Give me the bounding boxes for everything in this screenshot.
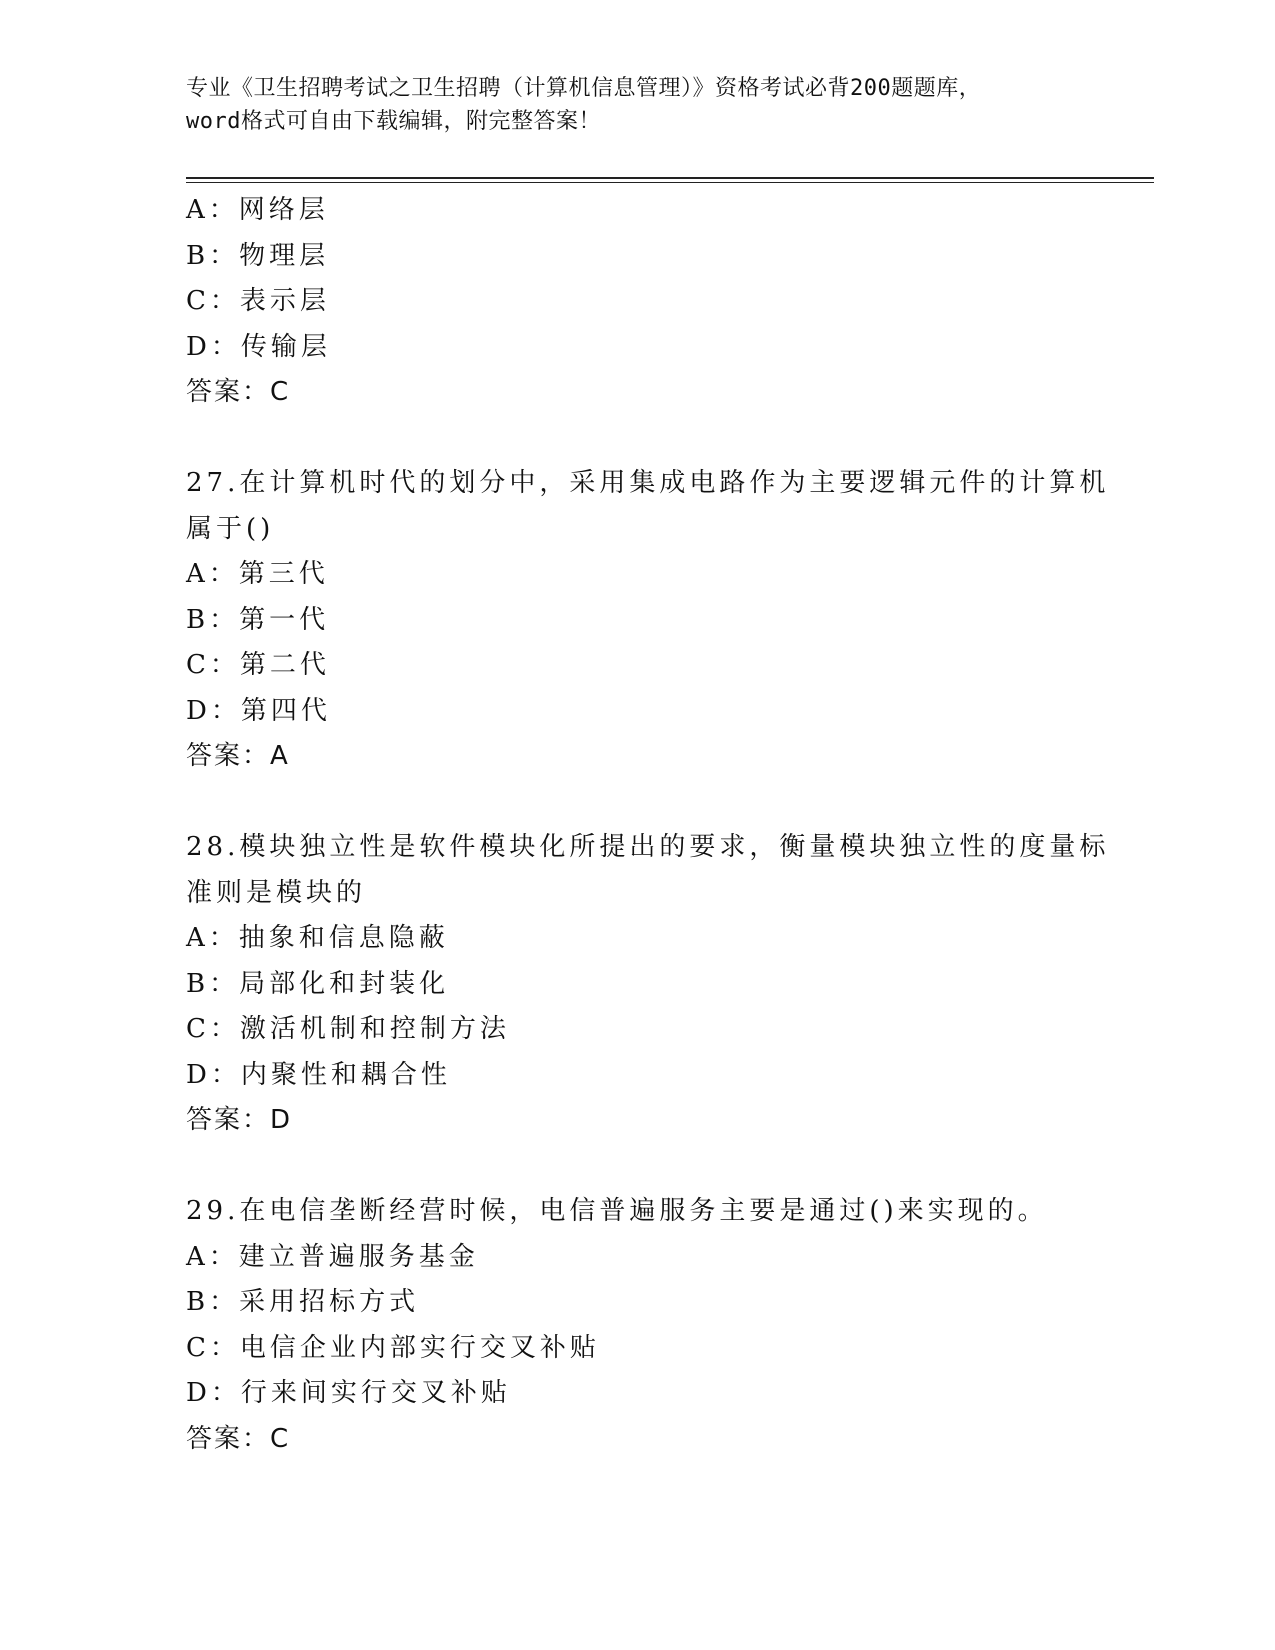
question-stem: 28.模块独立性是软件模块化所提出的要求，衡量模块独立性的度量标 (186, 832, 1110, 862)
answer-line: 答案：C (186, 1423, 291, 1454)
question-spacer (186, 1144, 1086, 1190)
document-header (186, 72, 1086, 138)
header-divider-thin (186, 182, 1154, 183)
header-title-line-1: 专业《卫生招聘考试之卫生招聘（计算机信息管理）》资格考试必背200题题库， (186, 76, 982, 101)
option-a: A：建立普遍服务基金 (186, 1241, 479, 1272)
question-stem-continued: 属于() (186, 513, 275, 544)
option-d: D：第四代 (186, 695, 331, 726)
option-d: D：传输层 (186, 331, 331, 362)
question-spacer (186, 416, 1086, 462)
question-stem: 29.在电信垄断经营时候，电信普遍服务主要是通过()来实现的。 (186, 1196, 1048, 1226)
option-a: A：抽象和信息隐蔽 (186, 923, 449, 953)
option-b: B：第一代 (186, 604, 330, 635)
question-26 (186, 188, 1086, 416)
option-a: A：第三代 (186, 559, 329, 589)
answer-line: 答案：A (186, 741, 290, 771)
option-b: B：物理层 (186, 240, 330, 271)
question-list (186, 188, 1110, 1462)
option-b: B：局部化和封装化 (186, 968, 450, 999)
question-28 (186, 825, 1110, 1144)
option-a: A：网络层 (186, 195, 329, 225)
option-c: C：激活机制和控制方法 (186, 1014, 510, 1044)
question-stem: 27.在计算机时代的划分中，采用集成电路作为主要逻辑元件的计算机 (186, 468, 1110, 498)
option-c: C：表示层 (186, 286, 330, 316)
header-title-line-2: word格式可自由下载编辑，附完整答案！ (186, 109, 601, 134)
option-d: D：行来间实行交叉补贴 (186, 1378, 511, 1408)
question-stem-continued: 准则是模块的 (186, 877, 367, 908)
header-divider-thick (186, 177, 1154, 179)
option-b: B：采用招标方式 (186, 1287, 420, 1317)
answer-line: 答案：C (186, 377, 291, 407)
option-c: C：电信企业内部实行交叉补贴 (186, 1332, 600, 1363)
question-27 (186, 461, 1110, 780)
answer-line: 答案：D (186, 1105, 293, 1135)
question-29 (186, 1189, 1086, 1462)
option-c: C：第二代 (186, 650, 330, 680)
option-d: D：内聚性和耦合性 (186, 1059, 451, 1090)
question-spacer (186, 780, 1086, 826)
